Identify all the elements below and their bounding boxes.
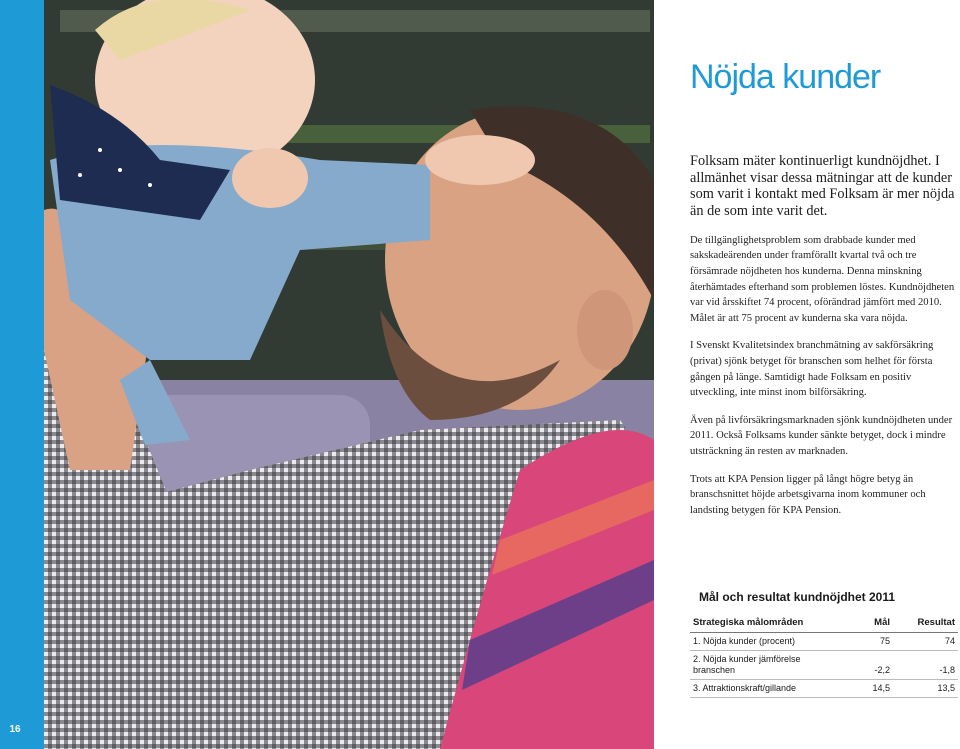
row-area: 1. Nöjda kunder (procent) xyxy=(690,633,828,651)
header-goal: Mål xyxy=(828,615,893,633)
row-result: 13,5 xyxy=(893,680,958,698)
header-area: Strategiska målområden xyxy=(690,615,828,633)
page-accent-bar xyxy=(0,0,44,749)
row-goal: 14,5 xyxy=(828,680,893,698)
results-title: Mål och resultat kundnöjdhet 2011 xyxy=(699,590,896,604)
table-header-row xyxy=(690,615,958,633)
body-text xyxy=(690,153,960,530)
table-row xyxy=(690,680,958,698)
table-row xyxy=(690,651,958,680)
row-area: 3. Attraktionskraft/gillande xyxy=(690,680,828,698)
paragraph-4: Trots att KPA Pension ligger på långt högre betyg än branschsnittet höjde arbetsgivarna inom kommuner och landsting betygen för KPA Pension. xyxy=(690,473,926,516)
header-result: Resultat xyxy=(893,615,958,633)
results-table-section xyxy=(690,590,960,698)
lead-paragraph: Folksam mäter kontinuerligt kundnöjdhet. I allmänhet visar dessa mätningar att de kunder som varit i kontakt med Folksam är mer nöjda än de som inte varit det. xyxy=(690,153,955,220)
row-goal: -2,2 xyxy=(828,651,893,680)
paragraph-3: Även på livförsäkringsmarknaden sjönk kundnöjdheten under 2011. Också Folksams kunder sänkte betyget, dock i mindre utsträckning än resten av marknaden. xyxy=(690,414,953,457)
row-area: 2. Nöjda kunder jämförelse branschen xyxy=(690,651,828,680)
page-title: Nöjda kunder xyxy=(690,58,881,96)
paragraph-1: De tillgänglighetsproblem som drabbade kunder med sakskadeärenden under framförallt kvartal två och tre försämrade nöjdheten hos kunderna. Denna minskning återhämtades efterhand som problemen löstes. Kundnöjdheten var vid årsskiftet 74 procent, oförändrad jämfört med 2010. Målet är att 75 procent av kunderna ska vara nöjda. xyxy=(690,234,955,324)
row-result: -1,8 xyxy=(893,651,958,680)
row-result: 74 xyxy=(893,633,958,651)
page-number: 16 xyxy=(9,724,21,735)
row-goal: 75 xyxy=(828,633,893,651)
paragraph-2: I Svenskt Kvalitetsindex branchmätning av sakförsäkring (privat) sjönk betyget för branschen som helhet för första gången på länge. Samtidigt hade Folksam en positiv utveckling, inte minst inom bilförsäkring. xyxy=(690,340,934,399)
table-row xyxy=(690,633,958,651)
results-table xyxy=(690,615,958,698)
